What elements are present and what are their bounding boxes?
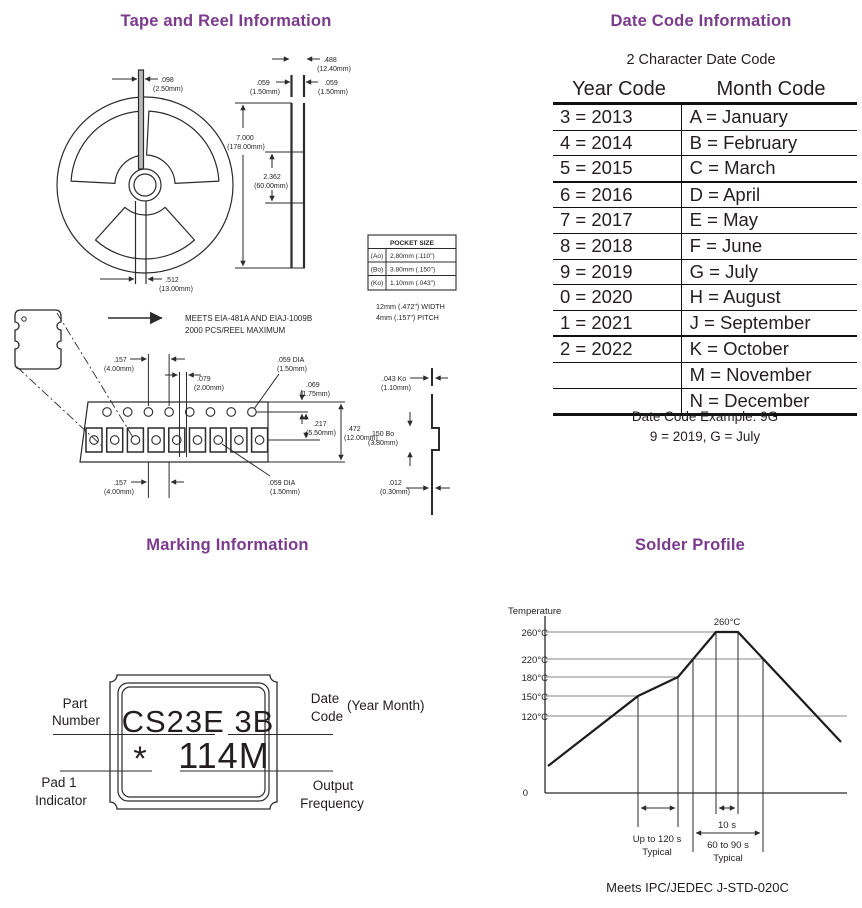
dim-reel-tape-width: .098 — [160, 77, 174, 84]
dim-strip-pitch-bottom-mm: (4.00mm) — [104, 489, 134, 496]
month-cell: F = June — [689, 234, 763, 256]
tick-120: 120°C — [521, 712, 548, 723]
month-cell: A = January — [689, 106, 788, 127]
month-cell: G = July — [689, 260, 759, 282]
table-row — [553, 337, 857, 363]
table-row — [553, 260, 857, 286]
dim-strip-width-mm: (12.00mm) — [344, 435, 378, 442]
dim-ko-mm: (1.10mm) — [381, 385, 411, 392]
dim-bo: .150 Bo — [370, 431, 395, 438]
date-code-table — [553, 76, 857, 416]
tick-260: 260°C — [521, 628, 548, 639]
pocket-holes — [90, 436, 264, 445]
year-cell: 5 = 2015 — [553, 156, 682, 181]
dim-strip-center: .217 — [313, 421, 327, 428]
dim-side-flange-l: .059 — [256, 80, 270, 87]
year-cell: 6 = 2016 — [553, 183, 682, 208]
table-row — [553, 156, 857, 183]
pocket-row-ko-value: 1.10mm (.043") — [390, 280, 436, 287]
pocket-size-table — [368, 235, 456, 290]
tick-180: 180°C — [521, 673, 548, 684]
table-row — [553, 285, 857, 311]
table-row — [553, 363, 857, 389]
month-cell: K = October — [689, 338, 789, 360]
chip-frequency-text: 114M — [178, 735, 270, 776]
pocket-row-ao-key: (Ao) — [370, 253, 384, 260]
part-number-label-1: Part — [62, 696, 88, 711]
table-row — [553, 234, 857, 260]
compliance-note: Meets IPC/JEDEC J-STD-020C — [606, 880, 789, 895]
part-number-label-2: Number — [51, 713, 101, 728]
pocket-row-bo-key: (Bo) — [370, 266, 384, 274]
year-code-header: Year Code — [572, 78, 666, 100]
date-code-title: Date Code Information — [610, 12, 792, 30]
tick-zero: 0 — [522, 788, 528, 799]
dim-side-flange-r: .059 — [324, 80, 338, 87]
date-code-table-header — [553, 76, 857, 102]
year-cell — [553, 363, 682, 388]
dim-strip-edge: .069 — [306, 382, 320, 389]
pocket-row-ao-value: 2.80mm (.110") — [390, 253, 435, 260]
dim-reel-hub-width: .512 — [165, 277, 179, 284]
table-row — [553, 208, 857, 234]
dim-side-diameter-mm: (178.00mm) — [227, 144, 265, 151]
table-row — [553, 311, 857, 338]
month-cell: C = March — [689, 157, 776, 179]
peak-time-label: 10 s — [718, 820, 736, 831]
dim-strip-center-mm: (5.50mm) — [306, 430, 336, 437]
tape-reel-title: Tape and Reel Information — [120, 12, 332, 30]
table-row — [553, 183, 857, 209]
dim-thickness-mm: (0.30mm) — [380, 489, 410, 496]
dim-reel-tape-width-mm: (2.50mm) — [153, 86, 183, 93]
preheat-time-label: Up to 120 s — [632, 834, 682, 845]
table-row — [553, 131, 857, 157]
date-code-subtitle: 2 Character Date Code — [626, 52, 776, 68]
chip-part-number-text: CS23E 3B — [121, 704, 275, 739]
dim-thickness: .012 — [388, 480, 402, 487]
reflow-profile-curve — [548, 632, 841, 766]
month-cell: H = August — [689, 286, 781, 308]
dim-strip-offset-mm: (2.00mm) — [194, 385, 224, 392]
chart-axes — [545, 616, 847, 793]
y-axis-tick-labels — [521, 628, 548, 799]
month-cell: M = November — [689, 363, 812, 385]
dim-strip-width: .472 — [347, 426, 361, 433]
time-annotation-labels — [633, 820, 749, 864]
output-freq-label-2: Frequency — [300, 796, 364, 811]
marking-drawing — [25, 660, 445, 825]
profile-drop-lines — [638, 632, 763, 793]
pocket-row-bo-value: 3.80mm (.150") — [390, 266, 436, 274]
table-row — [553, 105, 857, 131]
year-cell: 2 = 2022 — [553, 337, 682, 362]
solder-profile-chart — [470, 590, 862, 880]
dim-side-overall-mm: (12.40mm) — [317, 66, 351, 73]
month-cell: J = September — [689, 311, 811, 333]
dim-strip-pitch-bottom: .157 — [113, 480, 127, 487]
marking-title: Marking Information — [146, 536, 309, 554]
component-pad1-dot — [22, 317, 26, 321]
preheat-typical-label: Typical — [642, 847, 672, 858]
dim-strip-pitch-top-mm: (4.00mm) — [104, 366, 134, 373]
date-code-table-body — [553, 102, 857, 416]
pocket-table-title: POCKET SIZE — [390, 240, 434, 247]
date-code-example-2: 9 = 2019, G = July — [649, 429, 761, 444]
carrier-tape-strip — [80, 402, 268, 462]
month-cell: N = December — [689, 389, 810, 411]
dim-reel-hub-width-mm: (13.00mm) — [159, 286, 193, 293]
reel-front-view — [57, 70, 233, 284]
pad1-label-2: Indicator — [35, 793, 87, 808]
reflow-typical-label: Typical — [713, 853, 743, 864]
chip-pad1-star: * — [133, 740, 147, 778]
dim-side-flange-l-mm: (1.50mm) — [250, 89, 280, 96]
dim-side-overall: .488 — [323, 57, 337, 64]
reel-side-view — [292, 75, 305, 268]
component-leader-lines — [17, 313, 134, 447]
date-code-label-2: Code — [310, 709, 344, 724]
temperature-gridlines — [545, 632, 847, 716]
year-cell: 9 = 2019 — [553, 260, 682, 285]
dim-side-diameter: 7.000 — [236, 135, 254, 142]
dim-strip-hole-top: .059 DIA — [277, 357, 305, 364]
dim-strip-hole-top-mm: (1.50mm) — [277, 366, 307, 373]
year-cell: 7 = 2017 — [553, 208, 682, 233]
y-axis-title: Temperature — [508, 606, 562, 617]
solder-title: Solder Profile — [634, 536, 746, 554]
dim-strip-pitch-top: .157 — [113, 357, 127, 364]
dim-strip-hole-bottom-mm: (1.50mm) — [270, 489, 300, 496]
month-cell: D = April — [689, 183, 761, 205]
tape-pitch-note: 4mm (.157") PITCH — [376, 313, 439, 322]
reflow-time-label: 60 to 90 s — [707, 840, 749, 851]
meets-note-line2: 2000 PCS/REEL MAXIMUM — [185, 326, 286, 335]
tick-150: 150°C — [521, 692, 548, 703]
reel-front-dimension-lines — [100, 79, 162, 279]
meets-note-line1: MEETS EIA-481A AND EIAJ-1009B — [185, 314, 313, 323]
dim-strip-offset: .079 — [197, 376, 211, 383]
month-cell: B = February — [689, 131, 798, 153]
tape-cross-section — [368, 368, 450, 515]
year-cell: 3 = 2013 — [553, 105, 682, 130]
year-cell: 0 = 2020 — [553, 285, 682, 310]
tick-220: 220°C — [521, 655, 548, 666]
tape-width-note: 12mm (.472") WIDTH — [376, 302, 445, 311]
tape-reel-drawing — [0, 40, 470, 520]
month-code-header: Month Code — [716, 78, 826, 100]
year-cell: 8 = 2018 — [553, 234, 682, 259]
year-cell: 4 = 2014 — [553, 131, 682, 156]
dim-ko: .043 Ko — [382, 376, 407, 383]
date-code-label-1: Date — [310, 691, 340, 706]
dim-side-flange-r-mm: (1.50mm) — [318, 89, 348, 96]
pocket-row-ko-key: (Ko) — [370, 280, 384, 287]
dim-strip-hole-bottom: .059 DIA — [268, 480, 296, 487]
dim-strip-edge-mm: (1.75mm) — [300, 391, 330, 398]
dim-side-hub: 2.362 — [263, 174, 281, 181]
date-code-label-note: (Year Month) — [347, 698, 425, 713]
pad1-label-1: Pad 1 — [41, 775, 77, 790]
tape-pockets — [86, 428, 268, 452]
peak-temp-label: 260°C — [713, 617, 741, 628]
dim-side-hub-mm: (60.00mm) — [254, 183, 288, 190]
dim-bo-mm: (3.80mm) — [368, 440, 398, 447]
date-code-example-1: Date Code Example: 9G — [631, 409, 779, 424]
output-freq-label-1: Output — [312, 778, 354, 793]
month-cell: E = May — [689, 209, 759, 231]
year-cell: 1 = 2021 — [553, 311, 682, 336]
